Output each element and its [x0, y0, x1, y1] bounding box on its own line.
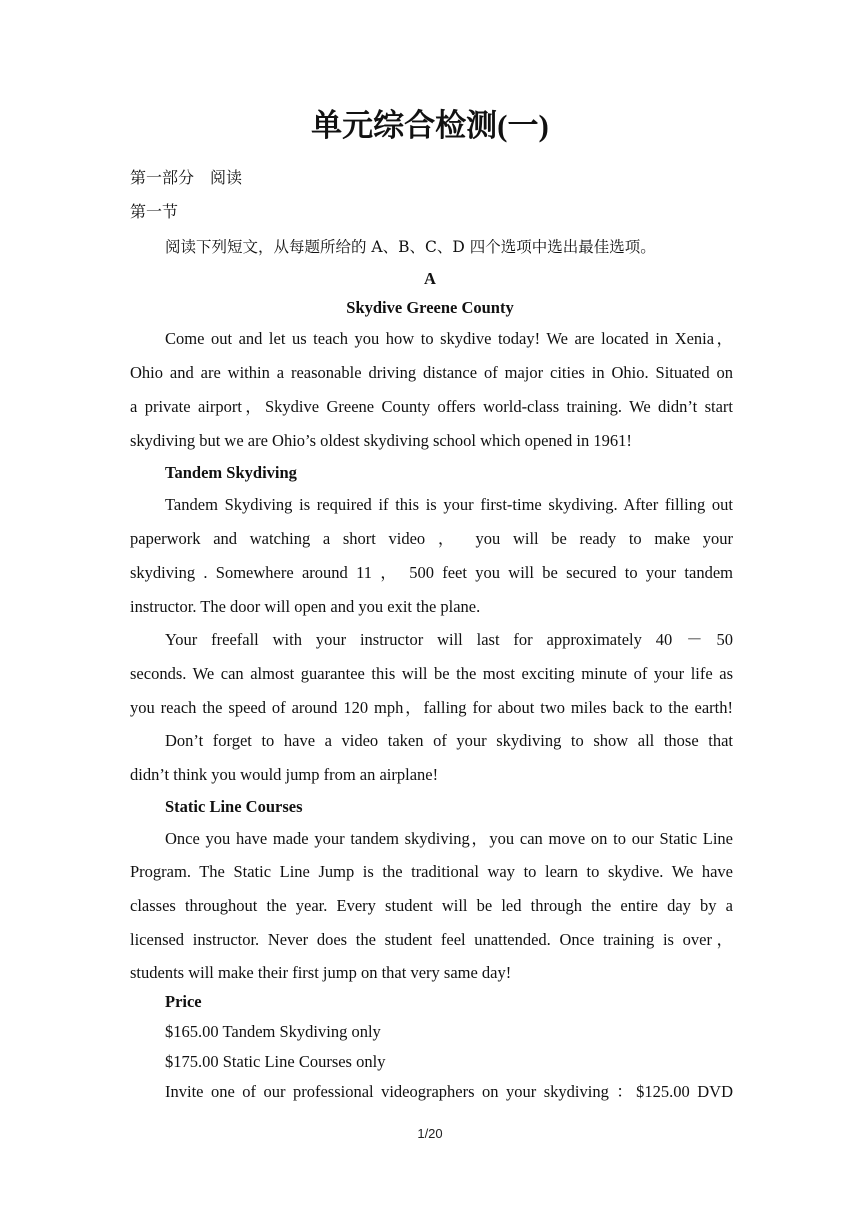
price-heading: Price — [165, 992, 202, 1011]
part-heading: 第一部分 阅读 — [130, 168, 243, 187]
tandem-p1-line-3: skydiving . Somewhere around 11 ， 500 feet you will be secured to your tandem — [130, 563, 733, 582]
tandem-p3-line-2: didn’t think you would jump from an airplane! — [130, 765, 439, 784]
static-p1-line-2: Program. The Static Line Jump is the traditional way to learn to skydive. We have — [130, 862, 733, 881]
static-p1-line-1: Once you have made your tandem skydiving，you can move on to our Static Line — [165, 829, 733, 848]
static-p1-line-3: classes throughout the year. Every student will be led through the entire day by a — [130, 896, 733, 915]
tandem-heading: Tandem Skydiving — [165, 463, 297, 482]
tandem-p1-line-4: instructor. The door will open and you exit the plane. — [130, 597, 481, 616]
page-number: 1/20 — [417, 1126, 443, 1141]
static-p1-line-4: licensed instructor. Never does the student feel unattended. Once training is over， — [130, 930, 733, 949]
page-title: 单元综合检测(一) — [311, 108, 549, 143]
static-heading: Static Line Courses — [165, 797, 303, 816]
price-item: Invite one of our professional videographers on your skydiving ：$125.00 DVD — [165, 1082, 733, 1101]
tandem-p2-line-1: Your freefall with your instructor will last for approximately 40 － 50 — [165, 630, 733, 649]
intro-line-4: skydiving but we are Ohio’s oldest skydiving school which opened in 1961! — [130, 431, 632, 450]
intro-line-2: Ohio and are within a reasonable driving distance of major cities in Ohio. Situated on — [130, 363, 733, 382]
section-heading: 第一节 — [130, 202, 179, 221]
passage-letter: A — [424, 269, 436, 288]
tandem-p2-line-3: you reach the speed of around 120 mph，falling for about two miles back to the earth! — [130, 698, 733, 717]
instruction-text: 阅读下列短文，从每题所给的 A、B、C、D 四个选项中选出最佳选项。 — [165, 238, 656, 256]
static-p1-line-5: students will make their first jump on that very same day! — [130, 963, 512, 982]
price-item: $175.00 Static Line Courses only — [165, 1052, 386, 1071]
intro-line-3: a private airport，Skydive Greene County offers world-class training. We didn’t start — [130, 397, 733, 416]
tandem-p1-line-2: paperwork and watching a short video ， you will be ready to make your — [130, 529, 733, 548]
tandem-p1-line-1: Tandem Skydiving is required if this is your first-time skydiving. After filling out — [165, 495, 733, 514]
tandem-p2-line-2: seconds. We can almost guarantee this will be the most exciting minute of your life as — [130, 664, 733, 683]
tandem-p3-line-1: Don’t forget to have a video taken of your skydiving to show all those that — [165, 731, 733, 750]
intro-line-1: Come out and let us teach you how to skydive today! We are located in Xenia， — [165, 329, 733, 348]
price-item: $165.00 Tandem Skydiving only — [165, 1022, 381, 1041]
passage-title: Skydive Greene County — [346, 298, 514, 317]
